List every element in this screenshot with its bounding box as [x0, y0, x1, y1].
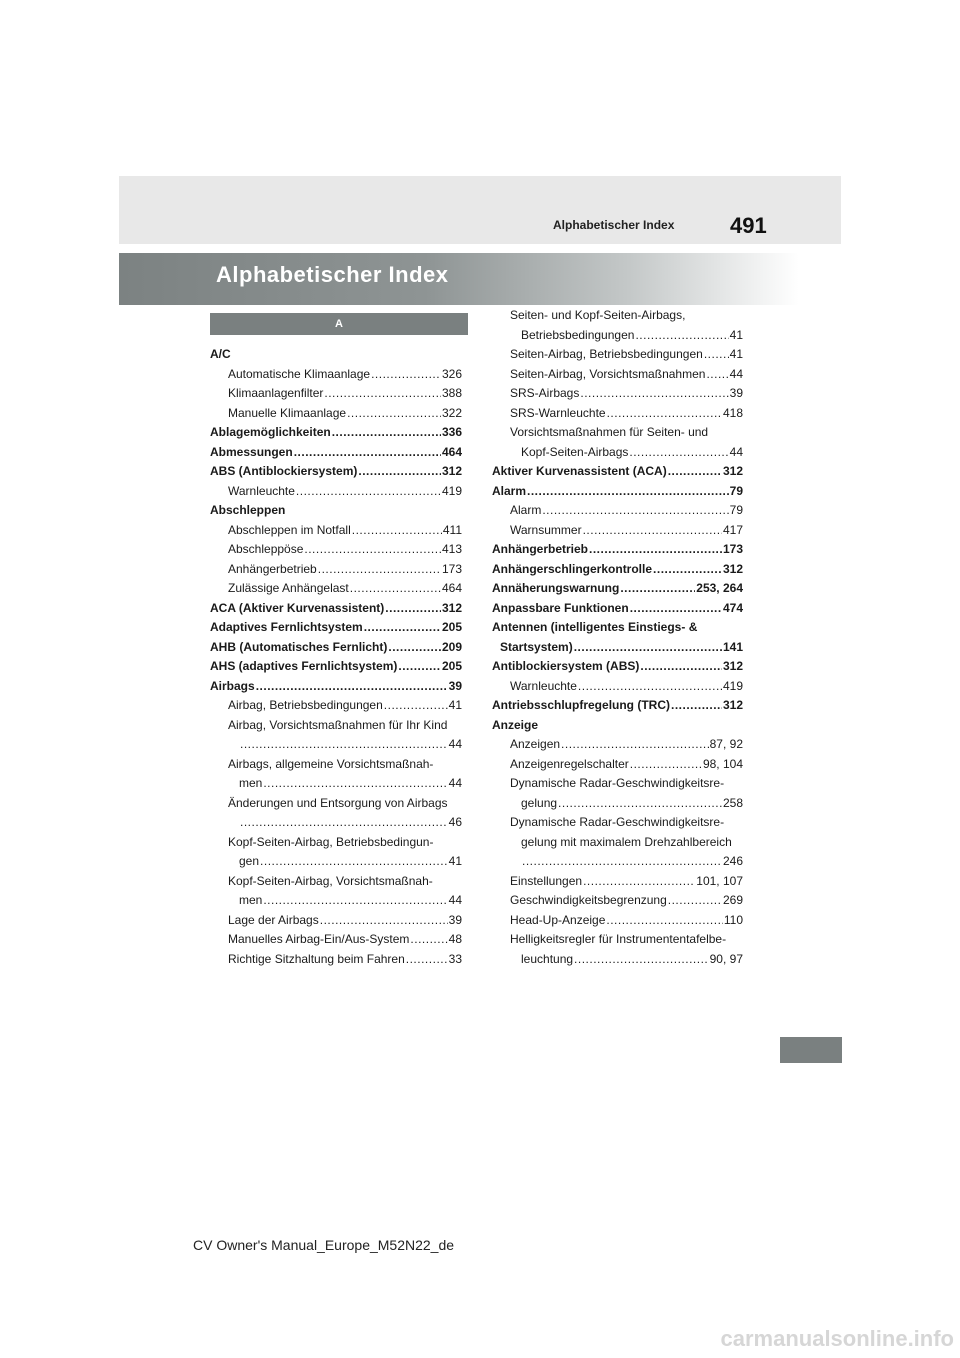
page-title: Alphabetischer Index [216, 262, 449, 287]
index-entry[interactable]: Anpassbare Funktionen ..... 474 [492, 599, 743, 619]
index-heading: A/C [210, 347, 231, 361]
index-entry[interactable]: ACA (Aktiver Kurvenassistent) ..... 312 [210, 599, 462, 619]
index-entry[interactable]: Kopf-Seiten-Airbags ..... 44 [492, 443, 743, 463]
index-entry[interactable]: Anhängerbetrieb ..... 173 [210, 560, 462, 580]
index-entry[interactable]: gelung ..... 258 [492, 794, 743, 814]
index-entry[interactable]: SRS-Airbags ..... 39 [492, 384, 743, 404]
index-entry[interactable]: Adaptives Fernlichtsystem ..... 205 [210, 618, 462, 638]
index-entry[interactable]: men ..... 44 [210, 774, 462, 794]
index-entry[interactable]: Antriebsschlupfregelung (TRC) ..... 312 [492, 696, 743, 716]
index-entry-line: Dynamische Radar-Geschwindigkeitsre- [510, 815, 725, 829]
index-entry-line: gelung mit maximalem Drehzahlbereich [521, 834, 732, 849]
index-entry[interactable]: Airbags ..... 39 [210, 677, 462, 697]
index-entry[interactable]: Zulässige Anhängelast ..... 464 [210, 579, 462, 599]
index-entry[interactable]: gen ..... 41 [210, 852, 462, 872]
index-entry[interactable]: Aktiver Kurvenassistent (ACA) ..... 312 [492, 462, 743, 482]
index-entry[interactable]: leuchtung ..... 90, 97 [492, 950, 743, 970]
thumb-index-tab [780, 1037, 842, 1063]
index-entry[interactable]: AHS (adaptives Fernlichtsystem) ..... 205 [210, 657, 462, 677]
index-entry[interactable]: ..... 44 [210, 735, 462, 755]
index-entry[interactable]: Seiten-Airbag, Vorsichtsmaßnahmen ..... 44 [492, 365, 743, 385]
index-entry-line: Airbags, allgemeine Vorsichtsmaßnah- [228, 756, 434, 771]
index-column-right [492, 306, 743, 969]
index-entry[interactable]: Manuelles Airbag-Ein/Aus-System ..... 48 [210, 930, 462, 950]
index-entry[interactable]: Geschwindigkeitsbegrenzung ..... 269 [492, 891, 743, 911]
index-entry[interactable]: Richtige Sitzhaltung beim Fahren ..... 33 [210, 950, 462, 970]
index-entry[interactable]: Abschleppöse ..... 413 [210, 540, 462, 560]
index-entry[interactable]: SRS-Warnleuchte ..... 418 [492, 404, 743, 424]
index-entry[interactable]: Manuelle Klimaanlage ..... 322 [210, 404, 462, 424]
index-entry[interactable]: Anhängerbetrieb ..... 173 [492, 540, 743, 560]
index-entry[interactable]: Warnsummer ..... 417 [492, 521, 743, 541]
index-entry[interactable]: ABS (Antiblockiersystem) ..... 312 [210, 462, 462, 482]
page-number: 491 [730, 213, 767, 238]
index-entry[interactable]: Anzeigenregelschalter ..... 98, 104 [492, 755, 743, 775]
index-entry[interactable]: Einstellungen ..... 101, 107 [492, 872, 743, 892]
index-entry[interactable]: Head-Up-Anzeige ..... 110 [492, 911, 743, 931]
index-entry-line: Kopf-Seiten-Airbag, Betriebsbedingun- [228, 834, 434, 849]
index-entry[interactable]: Airbag, Betriebsbedingungen ..... 41 [210, 696, 462, 716]
index-entry[interactable]: Alarm ..... 79 [492, 501, 743, 521]
index-heading: Anzeige [492, 717, 539, 732]
running-header: Alphabetischer Index [553, 218, 675, 232]
index-entry[interactable]: Warnleuchte ..... 419 [210, 482, 462, 502]
section-letter-bar: A [210, 313, 468, 335]
index-entry-line: Änderungen und Entsorgung von Airbags [228, 795, 448, 810]
index-entry[interactable]: Ablagemöglichkeiten ..... 336 [210, 423, 462, 443]
index-column-left [210, 345, 462, 969]
index-entry-line: Kopf-Seiten-Airbag, Vorsichtsmaßnah- [228, 873, 433, 888]
index-entry[interactable]: ..... 246 [492, 852, 743, 872]
index-entry-line: Airbag, Vorsichtsmaßnahmen für Ihr Kind [228, 717, 448, 732]
index-entry-line: Helligkeitsregler für Instrumententafelbe- [510, 932, 727, 946]
footer-text: CV Owner's Manual_Europe_M52N22_de [193, 1237, 455, 1253]
index-entry[interactable]: Betriebsbedingungen ..... 41 [492, 326, 743, 346]
index-entry-line: Vorsichtsmaßnahmen für Seiten- und [510, 425, 709, 439]
watermark: carmanualsonline.info [720, 1326, 954, 1351]
index-entry[interactable]: AHB (Automatisches Fernlicht) ..... 209 [210, 638, 462, 658]
index-entry[interactable]: Lage der Airbags ..... 39 [210, 911, 462, 931]
index-entry[interactable]: Anzeigen ..... 87, 92 [492, 735, 743, 755]
index-entry-line: Dynamische Radar-Geschwindigkeitsre- [510, 776, 725, 790]
index-entry[interactable]: Abschleppen im Notfall ..... 411 [210, 521, 462, 541]
index-entry[interactable]: Warnleuchte ..... 419 [492, 677, 743, 697]
index-entry[interactable]: Abmessungen ..... 464 [210, 443, 462, 463]
index-entry[interactable]: Startsystem) ..... 141 [492, 638, 743, 658]
index-entry[interactable]: Annäherungswarnung ..... 253, 264 [492, 579, 743, 599]
index-heading: Abschleppen [210, 503, 286, 517]
index-entry[interactable]: Anhängerschlingerkontrolle ..... 312 [492, 560, 743, 580]
index-entry[interactable]: Alarm ..... 79 [492, 482, 743, 502]
index-entry-line: Antennen (intelligentes Einstiegs- & [492, 620, 698, 634]
index-entry[interactable]: ..... 46 [210, 813, 462, 833]
index-entry[interactable]: Seiten-Airbag, Betriebsbedingungen ..... 41 [492, 345, 743, 365]
index-entry-line: Seiten- und Kopf-Seiten-Airbags, [510, 308, 686, 322]
index-entry[interactable]: Klimaanlagenfilter ..... 388 [210, 384, 462, 404]
index-entry[interactable]: Antiblockiersystem (ABS) ..... 312 [492, 657, 743, 677]
index-entry[interactable]: Automatische Klimaanlage ..... 326 [210, 365, 462, 385]
index-entry[interactable]: men ..... 44 [210, 891, 462, 911]
